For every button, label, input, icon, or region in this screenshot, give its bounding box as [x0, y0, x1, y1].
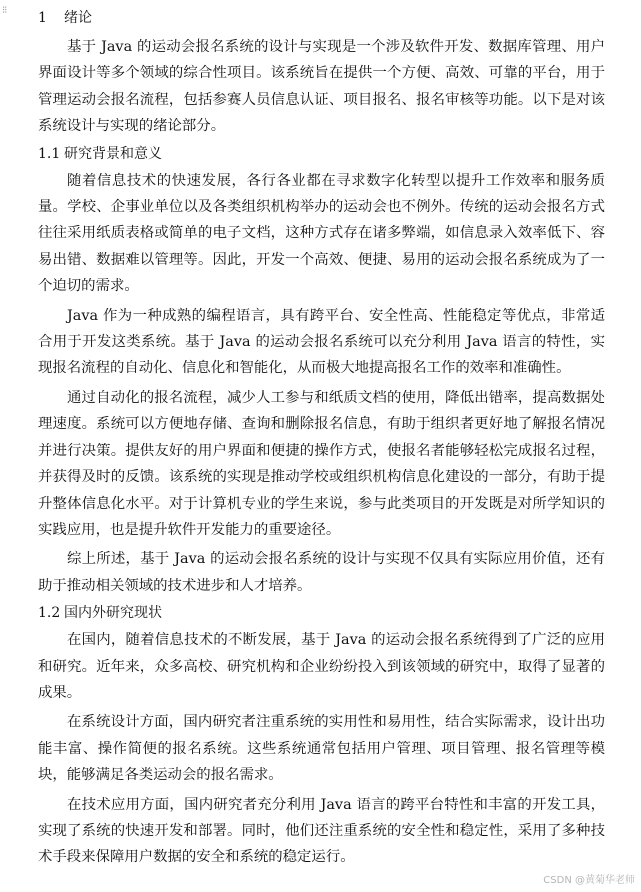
- paragraph: 在系统设计方面，国内研究者注重系统的实用性和易用性，结合实际需求，设计出功能丰富、操作简便的报名系统。这些系统通常包括用户管理、项目管理、报名管理等模块，能够满足各类运动会的报名需求。: [38, 714, 605, 784]
- watermark: CSDN @黄菊华老师: [543, 875, 635, 886]
- section-heading-background: [38, 144, 605, 164]
- chapter-heading: [38, 8, 605, 28]
- section-title: 研究背景和意义: [64, 145, 162, 162]
- paragraph: 综上所述，基于 Java 的运动会报名系统的设计与实现不仅具有实际应用价值，还有助于推动相关领域的技术进步和人才培养。: [38, 551, 605, 594]
- chapter-number: 1: [38, 10, 47, 26]
- document-page: [38, 8, 605, 874]
- section-title: 国内外研究现状: [64, 605, 162, 622]
- corner-mark: ⁝⁝: [2, 5, 7, 16]
- section-number: 1.2: [38, 605, 61, 622]
- paragraph: 通过自动化的报名流程，减少人工参与和纸质文档的使用，降低出错率，提高数据处理速度。系统可以方便地存储、查询和删除报名信息，有助于组织者更好地了解报名情况并进行决策。提供友好的用户界面和便捷的操作方式，使报名者能够轻松完成报名过程，并获得及时的反馈。该系统的实现是推动学校或组织机构信息化建设的一部分，有助于提升整体信息化水平。对于计算机专业的学生来说，参与此类项目的开发既是对所学知识的实践应用，也是提升软件开发能力的重要途径。: [38, 389, 605, 538]
- paragraph: 在国内，随着信息技术的不断发展，基于 Java 的运动会报名系统得到了广泛的应用和研究。近年来，众多高校、研究机构和企业纷纷投入到该领域的研究中，取得了显著的成果。: [38, 632, 605, 701]
- paragraph: 随着信息技术的快速发展，各行各业都在寻求数字化转型以提升工作效率和服务质量。学校、企事业单位以及各类组织机构举办的运动会也不例外。传统的运动会报名方式往往采用纸质表格或简单的电子文档，这种方式存在诸多弊端，如信息录入效率低下、容易出错、数据难以管理等。因此，开发一个高效、便捷、易用的运动会报名系统成为了一个迫切的需求。: [38, 172, 605, 295]
- section-heading-status: [38, 603, 605, 623]
- chapter-intro-paragraph: 基于 Java 的运动会报名系统的设计与实现是一个涉及软件开发、数据库管理、用户界面设计等多个领域的综合性项目。该系统旨在提供一个方便、高效、可靠的平台，用于管理运动会报名流程，包括参赛人员信息认证、项目报名、报名审核等功能。以下是对该系统设计与实现的绪论部分。: [38, 39, 605, 135]
- chapter-title: 绪论: [64, 10, 92, 26]
- section-number: 1.1: [38, 145, 61, 162]
- paragraph: 在技术应用方面，国内研究者充分利用 Java 语言的跨平台特性和丰富的开发工具，实现了系统的快速开发和部署。同时，他们还注重系统的安全性和稳定性，采用了多种技术手段来保障用户数据的安全和系统的稳定运行。: [38, 796, 605, 866]
- paragraph: Java 作为一种成熟的编程语言，具有跨平台、安全性高、性能稳定等优点，非常适合用于开发这类系统。基于 Java 的运动会报名系统可以充分利用 Java 语言的特性，实现报名流程的自动化、信息化和智能化，从而极大地提高报名工作的效率和准确性。: [38, 307, 605, 377]
